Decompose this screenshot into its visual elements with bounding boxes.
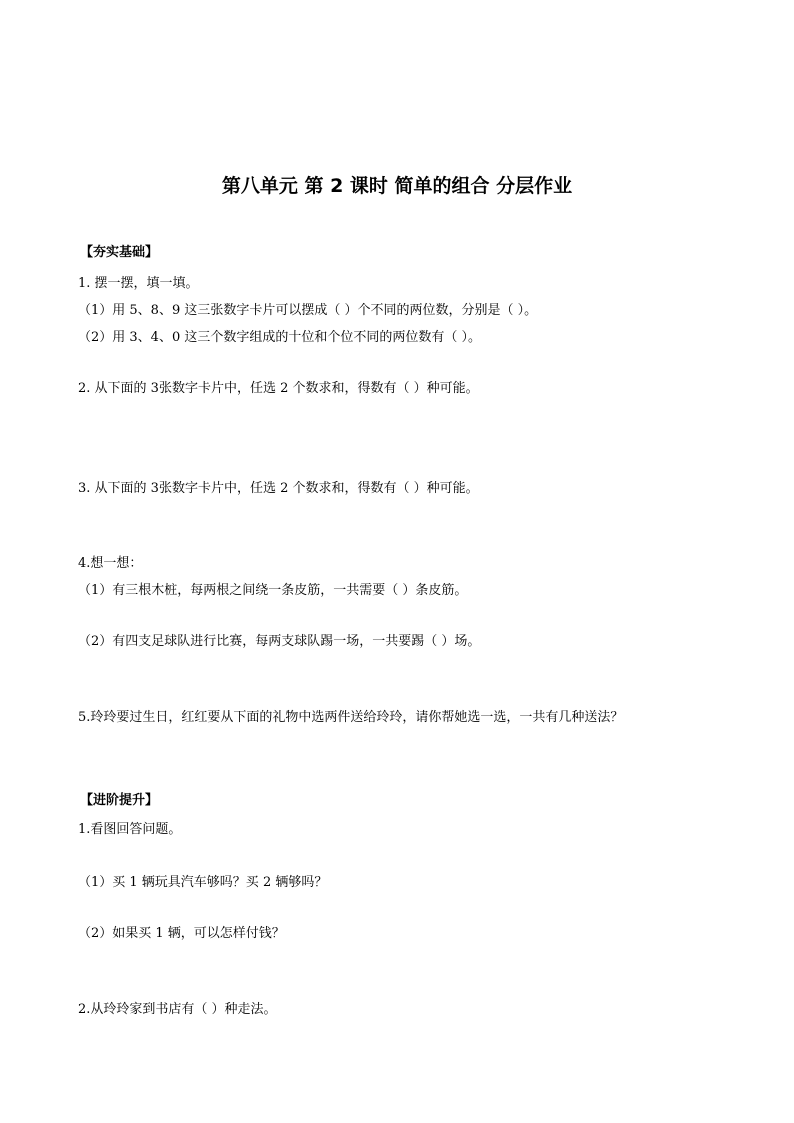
page-title: 第八单元 第 2 课时 简单的组合 分层作业 [221,175,573,197]
question-4-sub-2: （2）有四支足球队进行比赛，每两支球队踢一场，一共要踢（ ）场。 [78,634,481,649]
question-1-sub-1: （1）用 5、8、9 这三张数字卡片可以摆成（ ）个不同的两位数，分别是（ ）。 [78,303,538,318]
question-1-sub-2: （2）用 3、4、0 这三个数字组成的十位和个位不同的两位数有（ ）。 [78,330,481,345]
advanced-question-2: 2.从玲玲家到书店有（ ）种走法。 [78,1002,277,1017]
advanced-question-1-stem: 1.看图回答问题。 [78,822,182,837]
question-5: 5.玲玲要过生日，红红要从下面的礼物中选两件送给玲玲，请你帮她选一选，一共有几种送法？ [78,710,624,725]
question-4-sub-1: （1）有三根木桩，每两根之间绕一条皮筋，一共需要（ ）条皮筋。 [78,583,468,598]
advanced-question-1-sub-2: （2）如果买 1 辆，可以怎样付钱？ [78,926,285,941]
question-3: 3. 从下面的 3张数字卡片中，任选 2 个数求和，得数有（ ）种可能。 [78,481,479,496]
question-2: 2. 从下面的 3张数字卡片中，任选 2 个数求和，得数有（ ）种可能。 [78,381,479,396]
question-4-stem: 4.想一想： [78,556,143,571]
section-heading-advanced: 【进阶提升】 [80,793,159,808]
question-1-stem: 1. 摆一摆，填一填。 [78,276,199,291]
advanced-question-1-sub-1: （1）买 1 辆玩具汽车够吗？买 2 辆够吗？ [78,875,328,890]
section-heading-basic: 【夯实基础】 [80,245,159,260]
